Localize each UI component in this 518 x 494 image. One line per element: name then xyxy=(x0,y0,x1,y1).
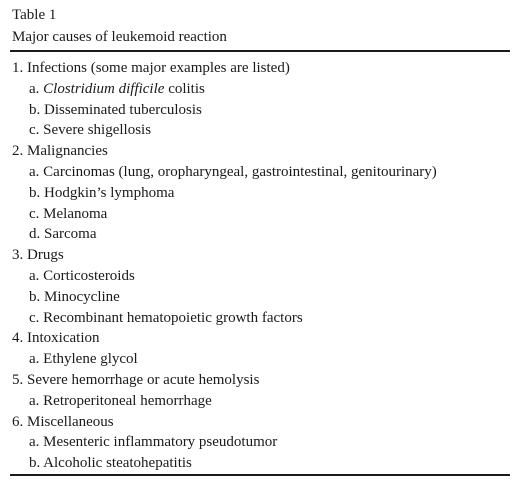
list-item: a. Retroperitoneal hemorrhage xyxy=(29,392,212,409)
table-body xyxy=(0,58,518,474)
top-rule xyxy=(10,50,510,52)
list-item: c. Recombinant hematopoietic growth factors xyxy=(29,309,303,326)
category-miscellaneous: 6. Miscellaneous xyxy=(12,413,114,430)
list-item: d. Sarcoma xyxy=(29,226,97,243)
list-item: b. Alcoholic steatohepatitis xyxy=(29,455,192,472)
table-label: Table 1 xyxy=(12,7,57,23)
list-item: a. Corticosteroids xyxy=(29,267,135,284)
list-item: a. Ethylene glycol xyxy=(29,351,138,368)
list-item xyxy=(0,79,518,100)
list-item: a. Mesenteric inflammatory pseudotumor xyxy=(29,434,278,451)
list-item: b. Hodgkin’s lymphoma xyxy=(29,184,175,201)
list-item: b. Disseminated tuberculosis xyxy=(29,101,202,118)
category-drugs: 3. Drugs xyxy=(12,247,64,264)
category-hemorrhage: 5. Severe hemorrhage or acute hemolysis xyxy=(12,371,260,388)
item-italic-name: Clostridium difficile xyxy=(43,80,165,97)
item-prefix: a. xyxy=(29,80,44,97)
category-infections: 1. Infections (some major examples are listed) xyxy=(12,60,290,76)
item-suffix: colitis xyxy=(164,80,205,97)
bottom-rule xyxy=(10,474,510,476)
list-item: c. Severe shigellosis xyxy=(29,122,152,139)
category-intoxication: 4. Intoxication xyxy=(12,330,100,347)
table-title: Major causes of leukemoid reaction xyxy=(12,29,227,45)
category-malignancies: 2. Malignancies xyxy=(12,143,108,160)
list-item: a. Carcinomas (lung, oropharyngeal, gastrointestinal, genitourinary) xyxy=(29,163,437,180)
list-item: b. Minocycline xyxy=(29,288,120,305)
list-item: c. Melanoma xyxy=(29,205,108,222)
table-caption xyxy=(12,4,227,48)
